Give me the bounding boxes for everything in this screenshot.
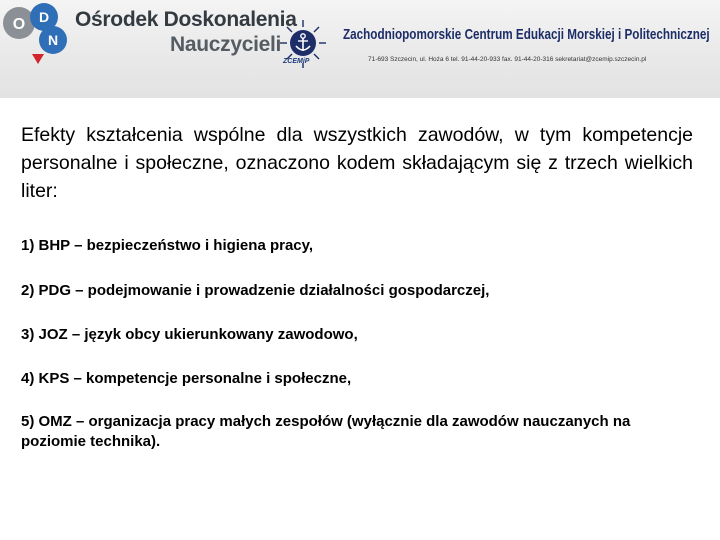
zcemip-logo-label: ZCEMiP — [283, 58, 310, 65]
center-contact: 71-693 Szczecin, ul. Hoża 6 tel. 91-44-20-933 fax. 91-44-20-316 sekretariat@zcemip.szczecin.pl — [368, 56, 647, 63]
header-banner — [0, 0, 720, 98]
intro-paragraph: Efekty kształcenia wspólne dla wszystkich zawodów, w tym kompetencje personalne i społeczne, oznaczono kodem składającym się z trzech wielkich liter: — [21, 124, 693, 202]
odn-logo-letter-d: D — [38, 9, 50, 25]
list-item-omz: 5) OMZ – organizacja pracy małych zespołów (wyłącznie dla zawodów nauczanych na poziomie technika). — [21, 413, 631, 450]
odn-logo-letter-n: N — [47, 32, 59, 48]
list-item-bhp: 1) BHP – bezpieczeństwo i higiena pracy, — [21, 237, 314, 254]
list-item-kps: 4) KPS – kompetencje personalne i społeczne, — [21, 370, 352, 387]
center-name: Zachodniopomorskie Centrum Edukacji Morskiej i Politechnicznej — [343, 26, 710, 43]
org-subtitle: Nauczycieli — [170, 33, 282, 56]
list-item-joz: 3) JOZ – język obcy ukierunkowany zawodowo, — [21, 326, 358, 343]
odn-logo — [0, 0, 74, 74]
main-content — [21, 121, 693, 205]
odn-logo-letter-o: O — [12, 16, 26, 33]
list-item-pdg: 2) PDG – podejmowanie i prowadzenie działalności gospodarczej, — [21, 282, 490, 299]
org-title: Ośrodek Doskonalenia — [75, 8, 297, 31]
odn-logo-triangle — [32, 54, 44, 64]
